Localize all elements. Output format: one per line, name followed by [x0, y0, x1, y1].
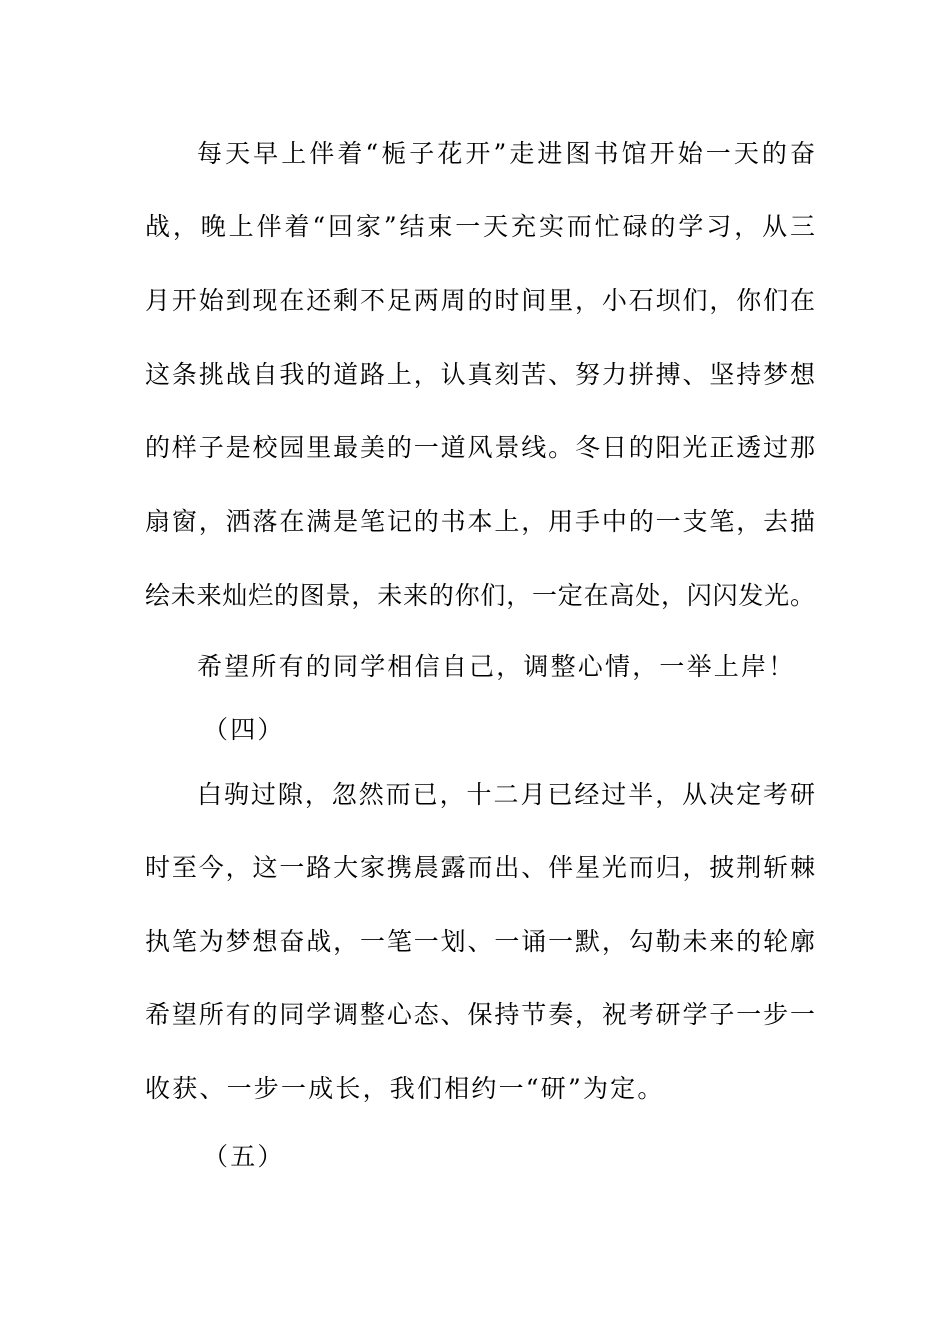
- paragraph-1-line-6: 扇窗，洒落在满是笔记的书本上，用手中的一支笔，去描: [145, 507, 815, 536]
- section-4-marker: （四）: [203, 715, 285, 744]
- paragraph-1-line-7: 绘未来灿烂的图景，未来的你们，一定在高处，闪闪发光。: [145, 581, 815, 610]
- section-5-marker: （五）: [203, 1142, 285, 1171]
- paragraph-1-line-3: 月开始到现在还剩不足两周的时间里，小石坝们，你们在: [145, 286, 815, 315]
- section-4-line-1: 白驹过隙，忽然而已，十二月已经过半，从决定考研: [197, 780, 815, 809]
- paragraph-1-line-5: 的样子是校园里最美的一道风景线。冬日的阳光正透过那: [145, 433, 815, 462]
- section-4-line-3: 执笔为梦想奋战，一笔一划、一诵一默，勾勒未来的轮廓: [145, 927, 815, 956]
- paragraph-1-line-1: 每天早上伴着“栀子花开”走进图书馆开始一天的奋: [197, 139, 815, 168]
- paragraph-2-line-1: 希望所有的同学相信自己，调整心情，一举上岸！: [197, 652, 796, 681]
- section-4-line-5: 收获、一步一成长，我们相约一“研”为定。: [145, 1074, 665, 1103]
- section-4-line-4: 希望所有的同学调整心态、保持节奏，祝考研学子一步一: [145, 1000, 815, 1029]
- section-4-line-2: 时至今，这一路大家携晨露而出、伴星光而归，披荆斩棘: [145, 853, 815, 882]
- paragraph-1-line-2: 战，晚上伴着“回家”结束一天充实而忙碌的学习，从三: [145, 212, 815, 241]
- paragraph-1-line-4: 这条挑战自我的道路上，认真刻苦、努力拼搏、坚持梦想: [145, 360, 815, 389]
